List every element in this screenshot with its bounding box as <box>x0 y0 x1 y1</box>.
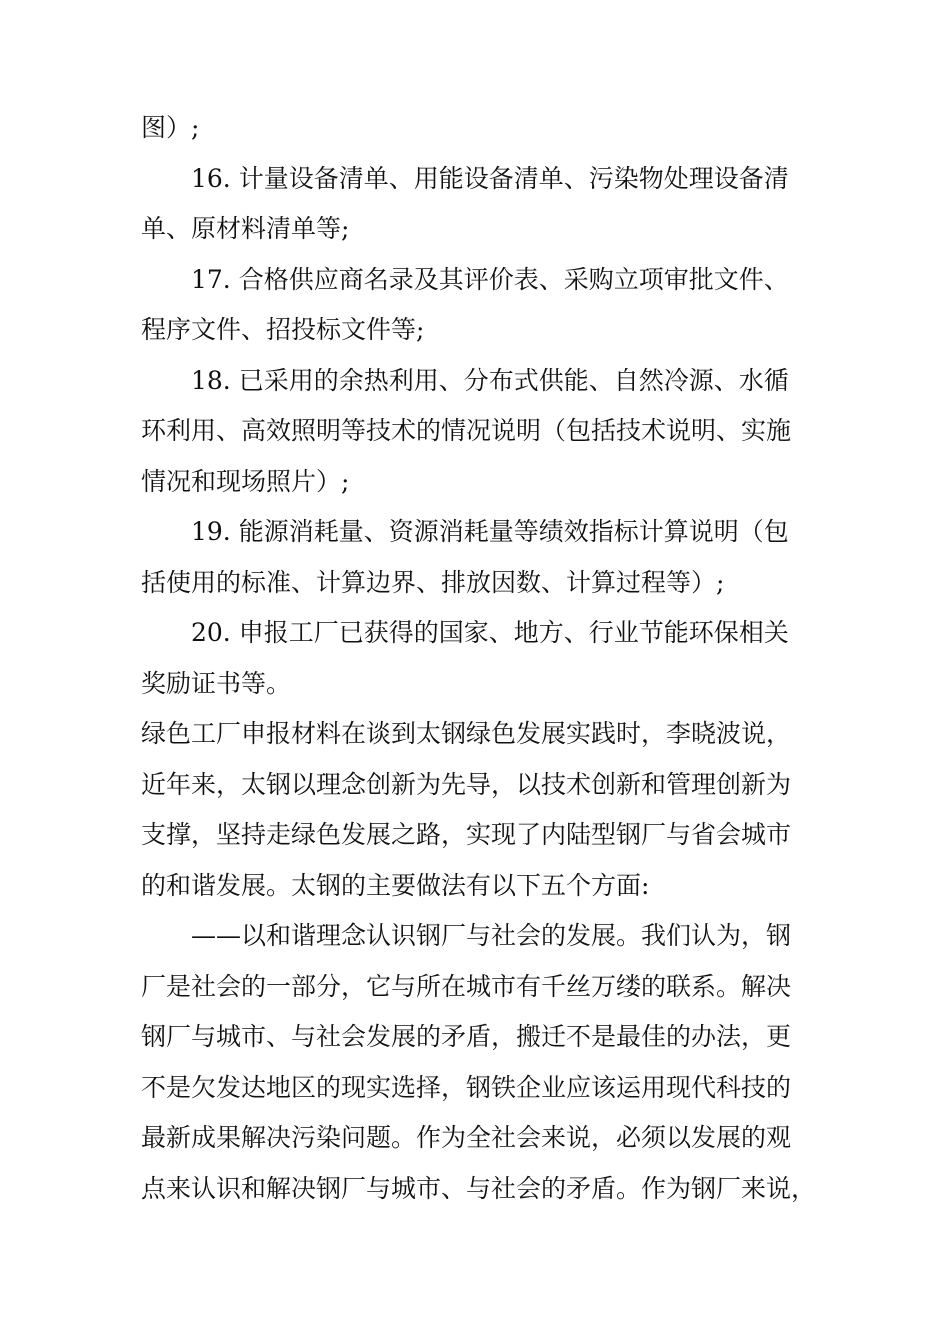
paragraph-line: 最新成果解决污染问题。作为全社会来说，必须以发展的观 <box>141 1123 792 1152</box>
document-body <box>141 103 829 1214</box>
paragraph-line: 厂是社会的一部分，它与所在城市有千丝万缕的联系。解决 <box>141 971 792 1001</box>
paragraph-line: 近年来，太钢以理念创新为先导，以技术创新和管理创新为 <box>141 769 792 799</box>
paragraph-line: ——以和谐理念认识钢厂与社会的发展。我们认为，钢 <box>191 921 792 950</box>
list-item-16: 16. 计量设备清单、用能设备清单、污染物处理设备清 <box>191 163 789 193</box>
paragraph-line: 不是欠发达地区的现实选择，钢铁企业应该运用现代科技的 <box>141 1072 792 1102</box>
text-line: 环利用、高效照明等技术的情况说明（包括技术说明、实施 <box>141 416 792 445</box>
paragraph-line: 点来认识和解决钢厂与城市、与社会的矛盾。作为钢厂来说， <box>141 1173 817 1203</box>
text-line: 图）; <box>141 113 200 142</box>
list-item-20: 20. 申报工厂已获得的国家、地方、行业节能环保相关 <box>191 618 789 647</box>
paragraph-line: 的和谐发展。太钢的主要做法有以下五个方面: <box>141 870 650 900</box>
text-line: 单、原材料清单等; <box>141 214 350 243</box>
paragraph-line: 钢厂与城市、与社会发展的矛盾，搬迁不是最佳的办法，更 <box>141 1022 792 1051</box>
list-item-19: 19. 能源消耗量、资源消耗量等绩效指标计算说明（包 <box>191 517 789 546</box>
text-line: 奖励证书等。 <box>141 668 292 698</box>
text-line: 情况和现场照片）; <box>141 466 350 496</box>
paragraph-line: 支撑，坚持走绿色发展之路，实现了内陆型钢厂与省会城市 <box>141 820 792 849</box>
list-item-17: 17. 合格供应商名录及其评价表、采购立项审批文件、 <box>191 264 789 294</box>
text-line: 程序文件、招投标文件等; <box>141 315 425 344</box>
paragraph-line: 绿色工厂申报材料在谈到太钢绿色发展实践时，李晓波说， <box>141 719 792 748</box>
list-item-18: 18. 已采用的余热利用、分布式供能、自然冷源、水循 <box>191 365 789 395</box>
text-line: 括使用的标准、计算边界、排放因数、计算过程等）; <box>141 567 725 597</box>
